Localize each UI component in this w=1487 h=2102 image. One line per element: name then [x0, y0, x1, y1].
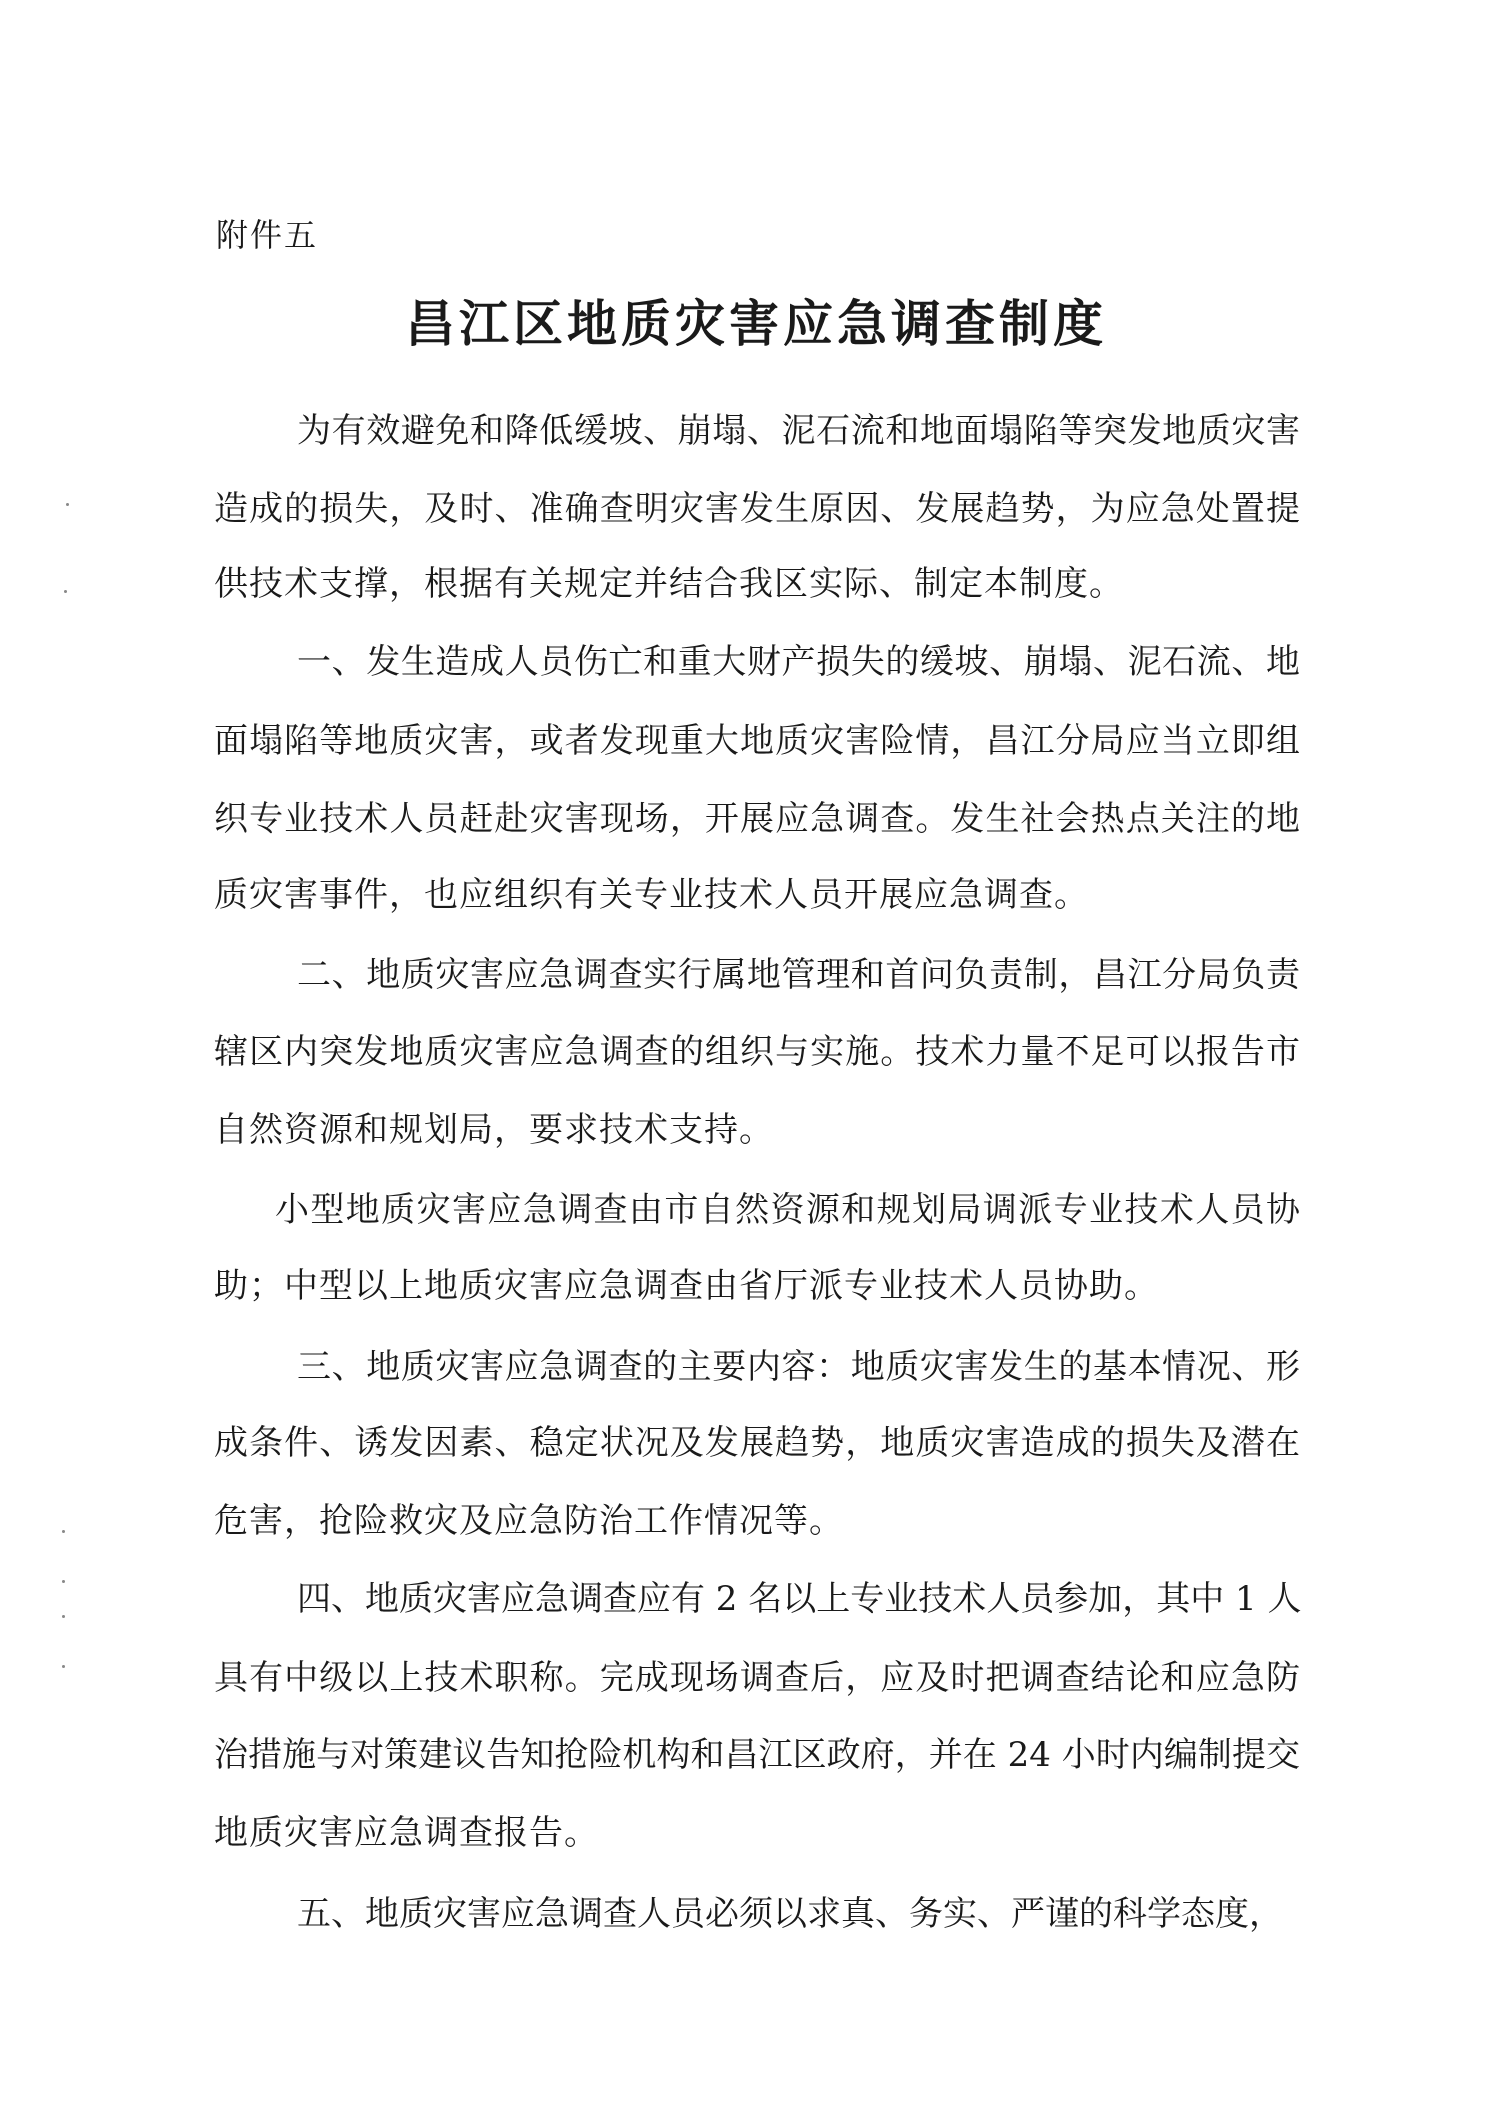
scan-speck [62, 1580, 65, 1583]
body-line: 小型地质灾害应急调查由市自然资源和规划局调派专业技术人员协 [275, 1190, 1300, 1230]
body-line: 面塌陷等地质灾害，或者发现重大地质灾害险情，昌江分局应当立即组 [214, 721, 1300, 761]
document-title: 昌江区地质灾害应急调查制度 [405, 295, 1107, 353]
body-line: 具有中级以上技术职称。完成现场调查后，应及时把调查结论和应急防 [214, 1658, 1300, 1698]
body-line: 质灾害事件，也应组织有关专业技术人员开展应急调查。 [214, 875, 1089, 915]
body-line: 危害，抢险救灾及应急防治工作情况等。 [214, 1501, 844, 1541]
scan-speck [64, 590, 67, 593]
attachment-label: 附件五 [216, 216, 319, 254]
scan-speck [66, 503, 69, 506]
body-line: 织专业技术人员赶赴灾害现场，开展应急调查。发生社会热点关注的地 [214, 799, 1300, 839]
body-line: 辖区内突发地质灾害应急调查的组织与实施。技术力量不足可以报告市 [214, 1032, 1300, 1072]
body-line: 五、地质灾害应急调查人员必须以求真、务实、严谨的科学态度， [297, 1894, 1283, 1934]
body-line: 造成的损失，及时、准确查明灾害发生原因、发展趋势，为应急处置提 [214, 489, 1300, 529]
scan-speck [62, 1665, 65, 1668]
body-line: 成条件、诱发因素、稳定状况及发展趋势，地质灾害造成的损失及潜在 [214, 1423, 1300, 1463]
body-line: 三、地质灾害应急调查的主要内容：地质灾害发生的基本情况、形 [297, 1347, 1300, 1387]
body-line: 供技术支撑，根据有关规定并结合我区实际、制定本制度。 [214, 564, 1124, 604]
body-line: 地质灾害应急调查报告。 [214, 1813, 599, 1853]
body-line: 自然资源和规划局，要求技术支持。 [214, 1110, 774, 1150]
body-line: 治措施与对策建议告知抢险机构和昌江区政府，并在 24 小时内编制提交 [214, 1735, 1300, 1775]
body-line: 一、发生造成人员伤亡和重大财产损失的缓坡、崩塌、泥石流、地 [297, 642, 1300, 682]
body-line: 四、地质灾害应急调查应有 2 名以上专业技术人员参加，其中 1 人 [297, 1579, 1302, 1619]
body-line: 为有效避免和降低缓坡、崩塌、泥石流和地面塌陷等突发地质灾害 [297, 411, 1300, 451]
scan-speck [62, 1530, 65, 1533]
body-line: 二、地质灾害应急调查实行属地管理和首问负责制，昌江分局负责 [297, 955, 1300, 995]
body-line: 助；中型以上地质灾害应急调查由省厅派专业技术人员协助。 [214, 1266, 1159, 1306]
scan-speck [62, 1615, 65, 1618]
